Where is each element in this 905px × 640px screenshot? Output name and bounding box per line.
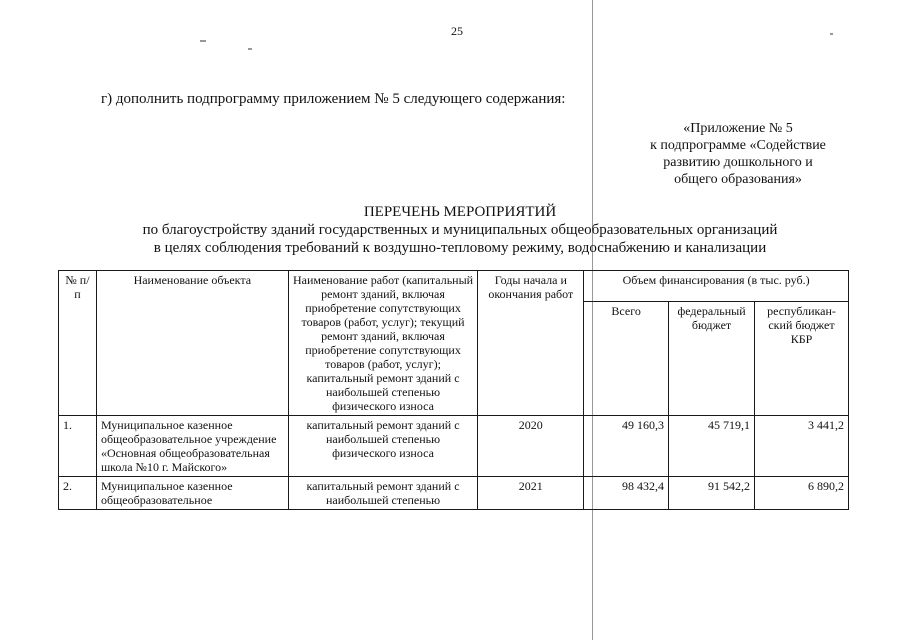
page-number: 25: [451, 24, 463, 38]
appendix-line: общего образования»: [674, 172, 802, 187]
header-object: Наименование объекта: [96, 271, 288, 416]
document-title: ПЕРЕЧЕНЬ МЕРОПРИЯТИЙ: [363, 204, 557, 220]
cell-federal: 91 542,2: [669, 477, 755, 510]
works-table: [58, 270, 849, 510]
cell-works: капитальный ремонт зданий с наибольшей степенью: [288, 477, 478, 510]
cell-total: 98 432,4: [584, 477, 669, 510]
cell-object: Муниципальное казенное общеобразовательное: [96, 477, 288, 510]
subtitle-line: в целях соблюдения требований к воздушно-тепловому режиму, водоснабжению и канализации: [153, 240, 767, 256]
header-years: Годы начала и окончания работ: [478, 271, 584, 416]
cell-federal: 45 719,1: [669, 416, 755, 477]
table-header-row: [59, 271, 849, 302]
header-federal: федеральный бюджет: [669, 302, 755, 416]
cell-num: 2.: [59, 477, 97, 510]
header-num: № п/п: [59, 271, 97, 416]
appendix-line: развитию дошкольного и: [663, 155, 813, 170]
scan-speck: [200, 40, 206, 42]
table-row: [59, 416, 849, 477]
scan-speck: [830, 33, 833, 35]
header-funding: Объем финансирования (в тыс. руб.): [584, 271, 849, 302]
table-row: [59, 477, 849, 510]
appendix-line: «Приложение № 5: [683, 121, 793, 136]
cell-num: 1.: [59, 416, 97, 477]
appendix-header: [618, 120, 858, 188]
intro-text: г) дополнить подпрограмму приложением № 5 следующего содержания:: [101, 91, 566, 107]
cell-years: 2020: [478, 416, 584, 477]
cell-republic: 3 441,2: [755, 416, 849, 477]
header-works: Наименование работ (капитальный ремонт зданий, включая приобретение сопутствующих товаров (работ, услуг); текущий ремонт зданий, включая приобретение сопутствующих товаров (работ, услуг); капитальный ремонт зданий с наибольшей степенью физического износа: [288, 271, 478, 416]
cell-years: 2021: [478, 477, 584, 510]
header-total: Всего: [584, 302, 669, 416]
title-block: [90, 203, 830, 257]
scan-speck: [248, 48, 252, 50]
cell-republic: 6 890,2: [755, 477, 849, 510]
header-republic: республикан-ский бюджет КБР: [755, 302, 849, 416]
appendix-line: к подпрограмме «Содействие: [650, 138, 826, 153]
cell-total: 49 160,3: [584, 416, 669, 477]
cell-object: Муниципальное казенное общеобразовательное учреждение «Основная общеобразовательная школа №10 г. Майского»: [96, 416, 288, 477]
cell-works: капитальный ремонт зданий с наибольшей степенью физического износа: [288, 416, 478, 477]
subtitle-line: по благоустройству зданий государственных и муниципальных общеобразовательных организаций: [142, 222, 778, 238]
